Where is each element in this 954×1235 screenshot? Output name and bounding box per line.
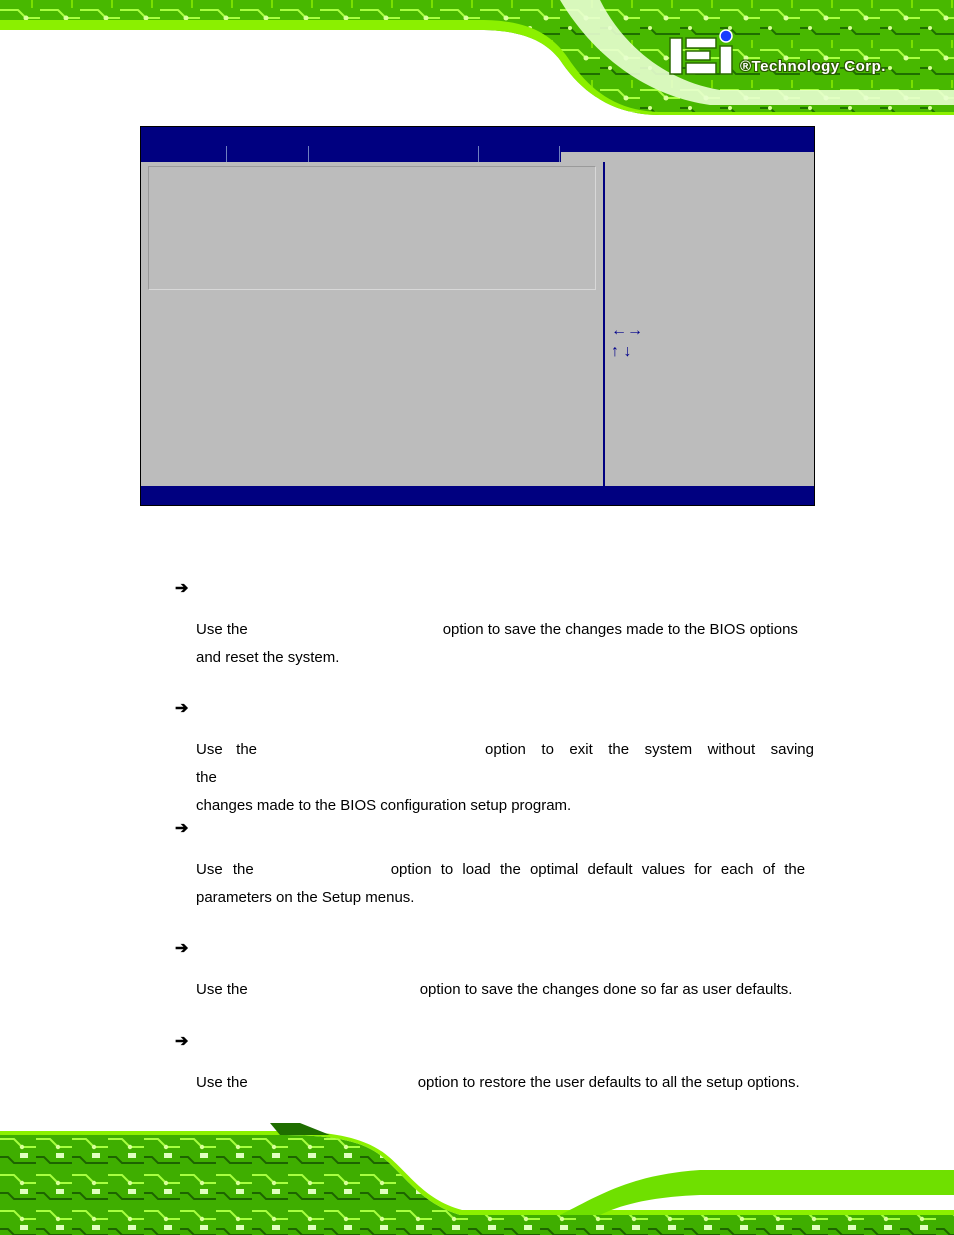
logo-mark-icon	[668, 28, 738, 76]
item-description: Use the option to exit the system without saving the changes made to the BIOS configuration setup program.	[196, 741, 814, 814]
arrow-right-icon: ➔	[175, 820, 189, 837]
bios-help-panel	[611, 320, 643, 362]
footer-banner	[0, 1095, 954, 1235]
arrow-right-icon: ➔	[175, 1033, 189, 1050]
arrow-right-icon: ➔	[175, 580, 189, 597]
item-description: Use the option to restore the user defaults to all the setup options.	[196, 1074, 800, 1091]
bios-screen	[140, 126, 815, 506]
up-down-arrows-icon: ↑ ↓	[611, 343, 632, 360]
bios-options-panel	[148, 166, 596, 290]
bios-divider	[603, 162, 605, 486]
item-description: Use the option to save the changes done so far as user defaults.	[196, 981, 793, 998]
arrow-right-icon: ➔	[175, 700, 189, 717]
arrow-right-icon: ➔	[175, 940, 189, 957]
bios-title-bar	[141, 127, 814, 146]
left-right-arrows-icon: ←→	[611, 322, 643, 339]
bios-body	[141, 162, 814, 486]
iei-logo	[668, 28, 738, 76]
bios-status-bar	[141, 486, 814, 505]
item-description: Use the option to save the changes made to the BIOS options and reset the system.	[196, 621, 798, 666]
item-description: Use the option to load the optimal default values for each of the parameters on the Setup menus.	[196, 861, 806, 906]
company-name: ®Technology Corp.	[740, 58, 886, 75]
